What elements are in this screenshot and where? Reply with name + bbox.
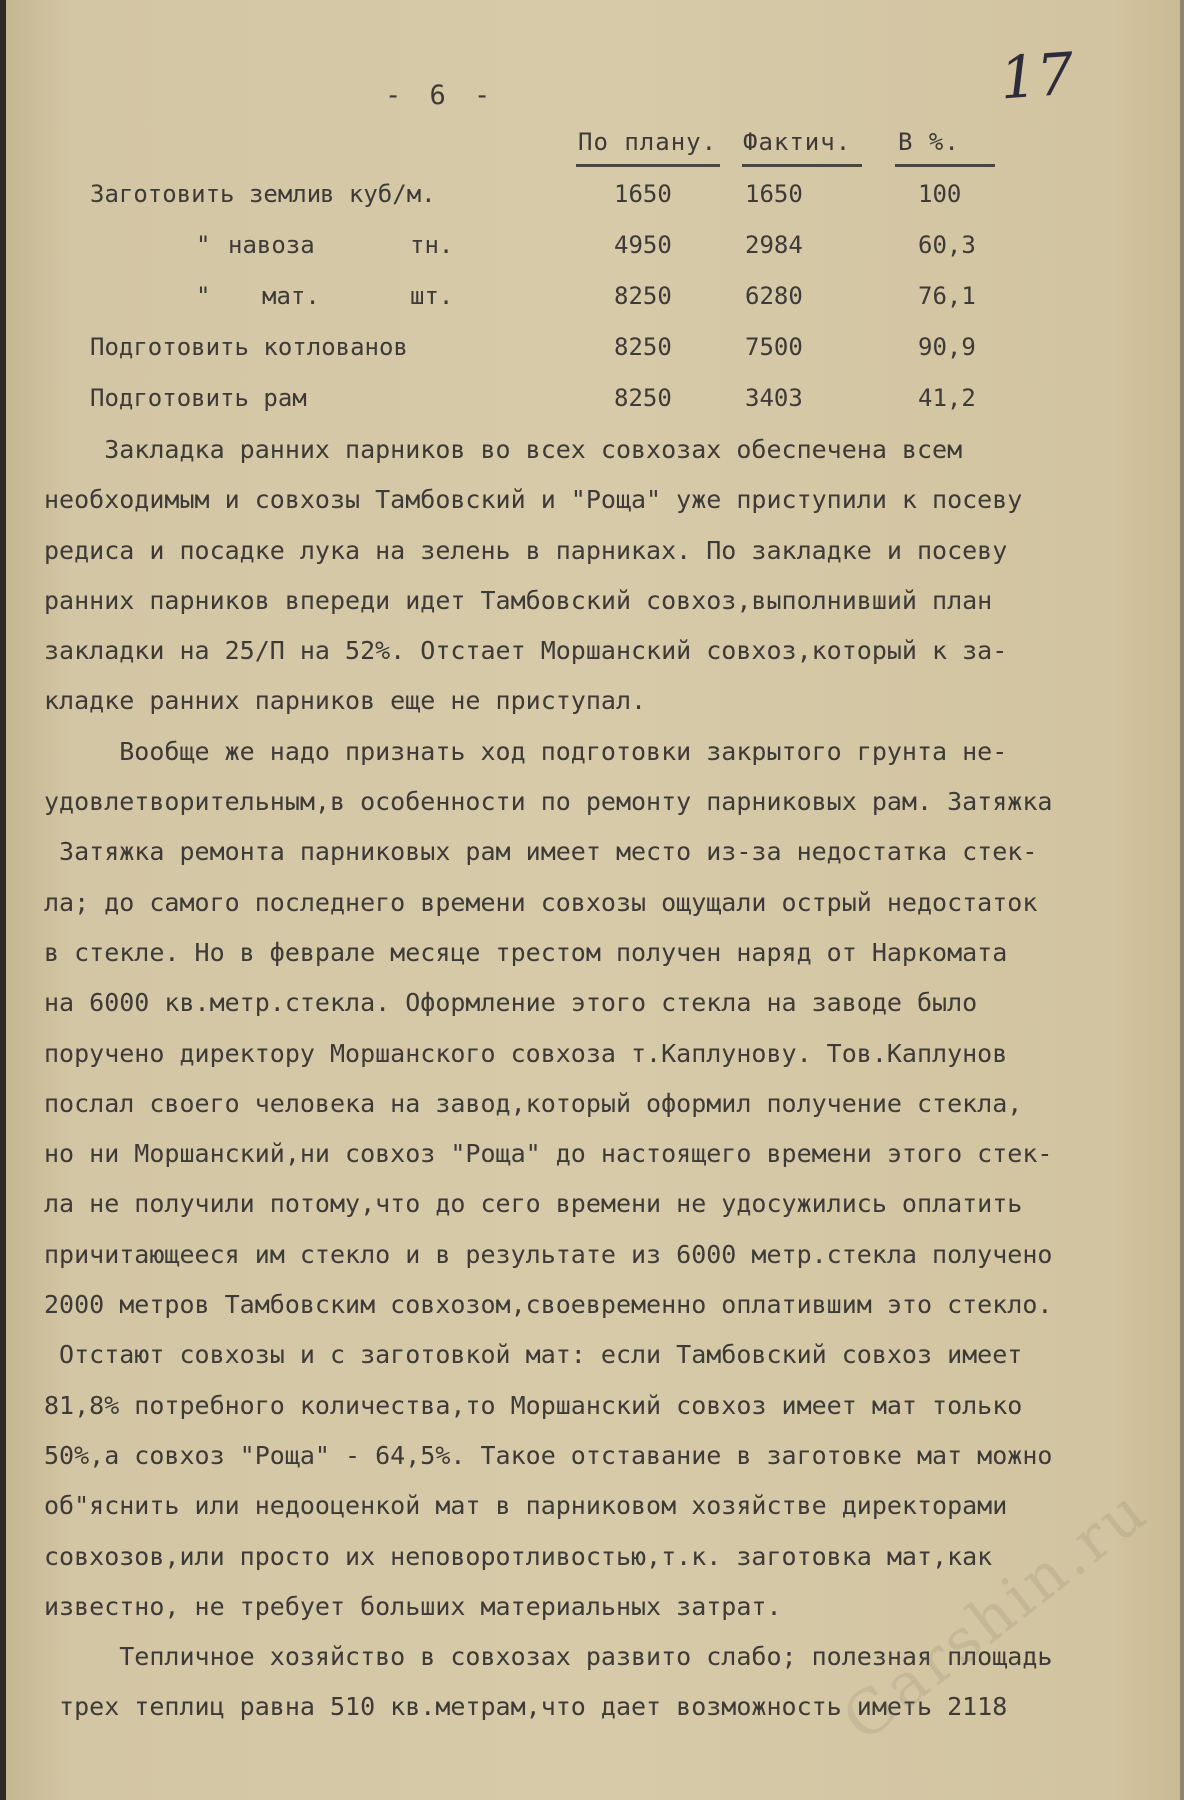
text-line: известно, не требует больших материальных затрат. xyxy=(44,1591,782,1621)
row-label: Заготовить земли xyxy=(90,180,322,208)
text-line: Затяжка ремонта парниковых рам имеет место из-за недостатка стек- xyxy=(44,837,1038,867)
text-line: но ни Моршанский,ни совхоз "Роща" до настоящего времени этого стек- xyxy=(44,1139,1053,1169)
text-line: Тепличное хозяйство в совхозах развито слабо; полезная площадь xyxy=(44,1642,1053,1672)
row-label: навоза xyxy=(228,231,315,259)
ditto-mark: " xyxy=(196,231,211,259)
ditto-mark: " xyxy=(196,282,211,310)
row-label: Подготовить рам xyxy=(90,384,307,412)
column-header-plan: По плану. xyxy=(578,128,718,156)
row-label: мат. xyxy=(262,282,320,310)
text-line: на 6000 кв.метр.стекла. Оформление этого стекла на заводе было xyxy=(44,988,978,1018)
row-fact-value: 2984 xyxy=(745,231,803,259)
text-line: удовлетворительным,в особенности по ремонту парниковых рам. Затяжка xyxy=(44,787,1053,817)
paragraph xyxy=(44,727,1172,1331)
column-header-fact: Фактич. xyxy=(743,128,852,156)
text-line: Вообще же надо признать ход подготовки закрытого грунта не- xyxy=(44,736,1008,766)
text-line: редиса и посадке лука на зелень в парниках. По закладке и посеву xyxy=(44,535,1008,565)
row-plan-value: 1650 xyxy=(614,180,672,208)
table-row xyxy=(0,384,1184,424)
text-line: кладке ранних парников еще не приступал. xyxy=(44,686,647,716)
row-plan-value: 8250 xyxy=(614,333,672,361)
row-fact-value: 6280 xyxy=(745,282,803,310)
header-underline xyxy=(742,164,862,167)
text-line: ла; до самого последнего времени совхозы ощущали острый недостаток xyxy=(44,887,1038,917)
table-row xyxy=(0,333,1184,373)
text-line: необходимым и совхозы Тамбовский и "Роща" уже приступили к посеву xyxy=(44,485,1023,515)
text-line: Отстают совхозы и с заготовкой мат: если Тамбовский совхоз имеет xyxy=(44,1340,1023,1370)
text-line: Закладка ранних парников во всех совхозах обеспечена всем xyxy=(44,435,963,464)
text-line: об"яснить или недооценкой мат в парниковом хозяйстве директорами xyxy=(44,1491,1008,1521)
watermark: Garshin.ru xyxy=(830,1474,1162,1756)
row-plan-value: 8250 xyxy=(614,384,672,412)
row-plan-value: 4950 xyxy=(614,231,672,259)
table-row xyxy=(0,282,1184,322)
header-underline xyxy=(895,164,995,167)
text-line: совхозов,или просто их неповоротливостью,т.к. заготовка мат,как xyxy=(44,1541,993,1571)
text-line: 50%,а совхоз "Роща" - 64,5%. Такое отставание в заготовке мат можно xyxy=(44,1440,1053,1470)
row-unit: тн. xyxy=(410,231,454,259)
text-line: ла не получили потому,что до сего времени не удосужились оплатить xyxy=(44,1189,1023,1219)
paragraph xyxy=(44,425,1172,727)
handwritten-folio-number: 17 xyxy=(997,39,1077,113)
text-line: закладки на 25/П на 52%. Отстает Моршанский совхоз,который к за- xyxy=(44,636,1008,666)
text-line: послал своего человека на завод,который оформил получение стекла, xyxy=(44,1088,1023,1118)
row-label: Подготовить котлованов xyxy=(90,333,408,361)
row-unit: шт. xyxy=(410,282,454,310)
column-header-percent: В %. xyxy=(898,128,960,156)
table-row xyxy=(0,231,1184,271)
text-line: в стекле. Но в феврале месяце трестом получен наряд от Наркомата xyxy=(44,937,1008,967)
row-fact-value: 3403 xyxy=(745,384,803,412)
row-percent-value: 90,9 xyxy=(918,333,976,361)
row-fact-value: 7500 xyxy=(745,333,803,361)
row-percent-value: 41,2 xyxy=(918,384,976,412)
row-percent-value: 76,1 xyxy=(918,282,976,310)
text-line: 81,8% потребного количества,то Моршанский совхоз имеет мат только xyxy=(44,1390,1023,1420)
text-line: причитающееся им стекло и в результате из 6000 метр.стекла получено xyxy=(44,1239,1053,1269)
row-percent-value: 100 xyxy=(918,180,962,208)
row-unit: в куб/м. xyxy=(320,180,436,208)
body-text xyxy=(44,425,1172,1733)
text-line: ранних парников впереди идет Тамбовский совхоз,выполнивший план xyxy=(44,585,993,615)
row-percent-value: 60,3 xyxy=(918,231,976,259)
row-plan-value: 8250 xyxy=(614,282,672,310)
page-number: - 6 - xyxy=(385,80,497,111)
header-underline xyxy=(576,164,720,167)
text-line: трех теплиц равна 510 кв.метрам,что дает возможность иметь 2118 xyxy=(44,1692,1008,1722)
text-line: поручено директору Моршанского совхоза т.Каплунову. Тов.Каплунов xyxy=(44,1038,1008,1068)
table-row xyxy=(0,180,1184,220)
row-fact-value: 1650 xyxy=(745,180,803,208)
text-line: 2000 метров Тамбовским совхозом,своевременно оплатившим это стекло. xyxy=(44,1290,1053,1320)
